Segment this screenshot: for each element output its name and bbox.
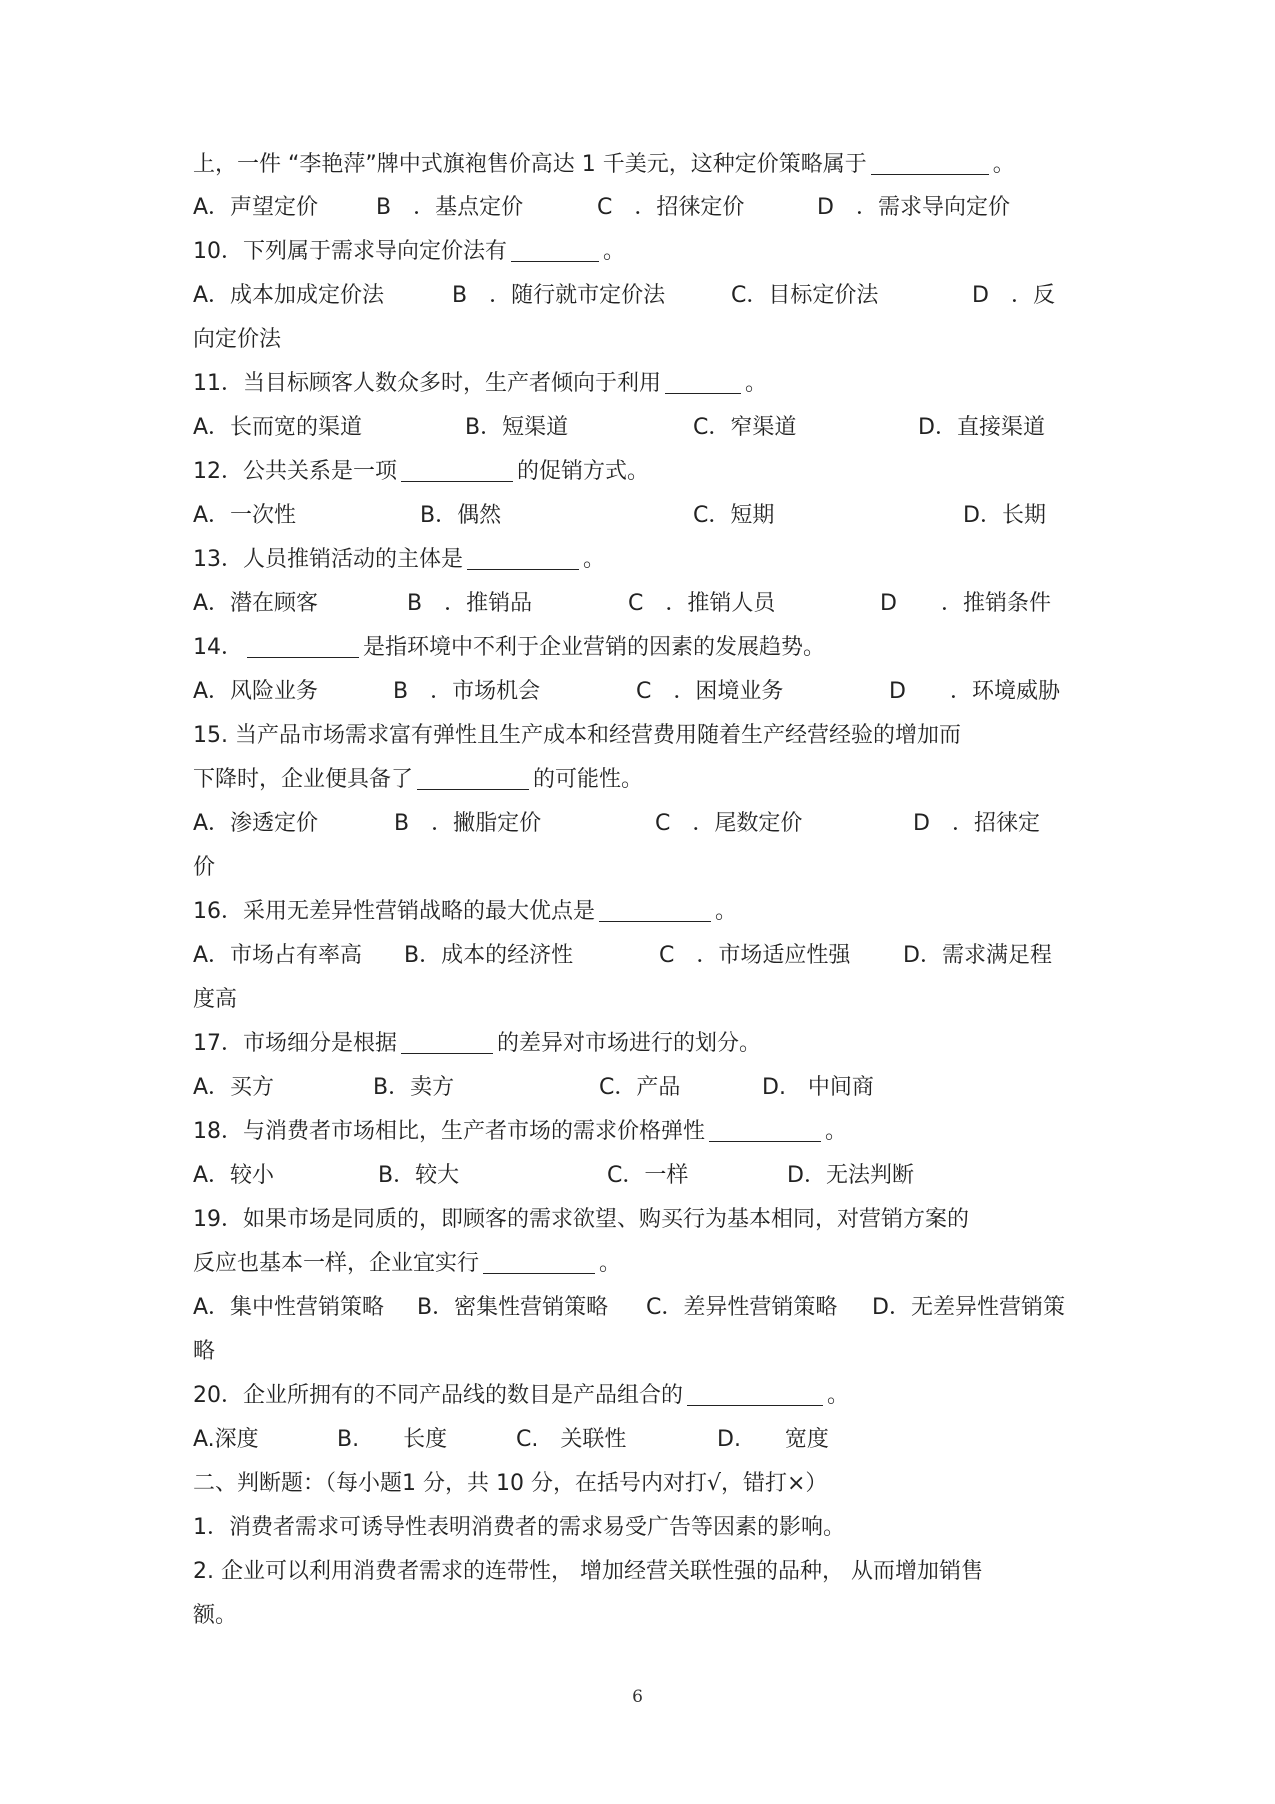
answer-option: B．短渠道	[465, 415, 569, 440]
options-line	[0, 1288, 1275, 1328]
options-line	[0, 408, 1275, 448]
text-line	[193, 1332, 215, 1372]
answer-option: A.深度	[193, 1427, 259, 1452]
answer-option: C ．市场适应性强	[659, 943, 851, 968]
answer-option: D．长期	[963, 503, 1046, 528]
answer-option: C．一样	[607, 1163, 689, 1188]
answer-option: D．需求满足程	[903, 943, 1052, 968]
answer-option: B．偶然	[420, 503, 502, 528]
page-number: 6	[632, 1687, 643, 1707]
text-line	[193, 320, 281, 360]
answer-option: D. 宽度	[717, 1427, 829, 1452]
answer-blank	[247, 633, 359, 658]
text-segment: 。	[583, 547, 606, 572]
answer-option: B．成本的经济性	[404, 943, 574, 968]
options-line	[0, 496, 1275, 536]
answer-option: C ．招徕定价	[597, 195, 745, 220]
text-line	[193, 452, 649, 492]
text-segment: 17．市场细分是根据	[193, 1031, 397, 1056]
answer-option: B．较大	[378, 1163, 460, 1188]
options-line	[0, 672, 1275, 712]
answer-option: D ．推销条件	[880, 591, 1051, 616]
text-line	[193, 540, 605, 580]
text-segment: 是指环境中不利于企业营销的因素的发展趋势。	[363, 635, 826, 660]
answer-option: C ．尾数定价	[655, 811, 803, 836]
text-segment: 10．下列属于需求导向定价法有	[193, 239, 507, 264]
answer-option: A．风险业务	[193, 679, 319, 704]
answer-option: A．渗透定价	[193, 811, 319, 836]
text-line	[193, 1112, 847, 1152]
text-line	[193, 1024, 761, 1064]
options-line	[0, 1156, 1275, 1196]
text-segment: 下降时，企业便具备了	[193, 767, 414, 792]
text-segment: 1．消费者需求可诱导性表明消费者的需求易受广告等因素的影响。	[193, 1515, 845, 1540]
options-line	[0, 936, 1275, 976]
text-line	[193, 1552, 983, 1592]
text-line	[193, 1376, 849, 1416]
text-line	[193, 1508, 845, 1548]
answer-option: B．密集性营销策略	[417, 1295, 609, 1320]
answer-blank	[467, 545, 579, 570]
text-segment: 11．当目标顾客人数众多时，生产者倾向于利用	[193, 371, 661, 396]
answer-blank	[871, 150, 989, 175]
text-line	[193, 628, 825, 668]
text-line	[193, 716, 961, 756]
text-segment: 16．采用无差异性营销战略的最大优点是	[193, 899, 595, 924]
text-segment: 额。	[193, 1603, 238, 1628]
answer-option: C．目标定价法	[731, 283, 879, 308]
text-line	[193, 145, 1015, 185]
text-line	[193, 232, 625, 272]
answer-option: C ．推销人员	[628, 591, 776, 616]
text-segment: 。	[745, 371, 768, 396]
text-segment: 。	[603, 239, 626, 264]
text-segment: 2. 企业可以利用消费者需求的连带性， 增加经营关联性强的品种， 从而增加销售	[193, 1559, 983, 1584]
text-line	[193, 1596, 237, 1636]
answer-option: B. 长度	[337, 1427, 448, 1452]
options-line	[0, 584, 1275, 624]
text-line	[193, 1244, 621, 1284]
answer-option: D. 中间商	[762, 1075, 874, 1100]
text-segment: 反应也基本一样，企业宜实行	[193, 1251, 480, 1276]
answer-option: A．成本加成定价法	[193, 283, 385, 308]
text-segment: 。	[715, 899, 738, 924]
answer-option: B ．推销品	[407, 591, 533, 616]
options-line	[0, 1068, 1275, 1108]
text-line	[193, 1464, 827, 1504]
answer-option: A．买方	[193, 1075, 275, 1100]
answer-blank	[401, 457, 513, 482]
answer-blank	[417, 765, 529, 790]
text-segment: 15. 当产品市场需求富有弹性且生产成本和经营费用随着生产经营经验的增加而	[193, 723, 961, 748]
answer-blank	[665, 369, 741, 394]
text-segment: 的差异对市场进行的划分。	[497, 1031, 762, 1056]
answer-option: A．市场占有率高	[193, 943, 363, 968]
text-segment: 略	[193, 1339, 216, 1364]
text-segment: 向定价法	[193, 327, 282, 352]
text-segment: 。	[827, 1383, 850, 1408]
answer-option: C．差异性营销策略	[646, 1295, 838, 1320]
answer-option: A．集中性营销策略	[193, 1295, 385, 1320]
text-segment: 。	[825, 1119, 848, 1144]
text-line	[193, 892, 737, 932]
text-segment: 的可能性。	[533, 767, 644, 792]
text-segment: 。	[599, 1251, 622, 1276]
text-line	[193, 980, 237, 1020]
answer-option: B ．撇脂定价	[394, 811, 542, 836]
answer-option: A．较小	[193, 1163, 275, 1188]
answer-option: D ．反	[972, 283, 1055, 308]
answer-blank	[687, 1381, 823, 1406]
text-line	[193, 364, 767, 404]
text-segment: 的促销方式。	[517, 459, 650, 484]
text-segment: 12．公共关系是一项	[193, 459, 397, 484]
answer-option: B ．市场机会	[393, 679, 541, 704]
options-line	[0, 804, 1275, 844]
answer-option: B．卖方	[373, 1075, 455, 1100]
options-line	[0, 276, 1275, 316]
answer-option: D．无法判断	[787, 1163, 914, 1188]
answer-option: C．产品	[599, 1075, 681, 1100]
text-line	[193, 848, 215, 888]
text-segment: 14．	[193, 635, 243, 660]
text-segment: 13．人员推销活动的主体是	[193, 547, 463, 572]
text-segment: 。	[992, 152, 1015, 177]
answer-option: B ．随行就市定价法	[452, 283, 666, 308]
answer-blank	[709, 1117, 821, 1142]
text-segment: 二、判断题：（每小题1 分，共 10 分，在括号内对打√，错打×）	[193, 1471, 828, 1496]
text-segment: 18．与消费者市场相比，生产者市场的需求价格弹性	[193, 1119, 705, 1144]
answer-blank	[599, 897, 711, 922]
answer-option: D．无差异性营销策	[872, 1295, 1065, 1320]
options-line	[0, 188, 1275, 228]
answer-option: A．一次性	[193, 503, 297, 528]
answer-option: D ．招徕定	[913, 811, 1040, 836]
text-segment: 19．如果市场是同质的，即顾客的需求欲望、购买行为基本相同，对营销方案的	[193, 1207, 969, 1232]
answer-option: D ．环境威胁	[889, 679, 1060, 704]
answer-blank	[401, 1029, 493, 1054]
answer-option: A．长而宽的渠道	[193, 415, 363, 440]
text-line	[193, 760, 643, 800]
answer-blank	[511, 237, 599, 262]
text-segment: 度高	[193, 987, 238, 1012]
answer-option: A．声望定价	[193, 195, 319, 220]
answer-option: A．潜在顾客	[193, 591, 319, 616]
answer-option: D．直接渠道	[918, 415, 1045, 440]
answer-option: D ．需求导向定价	[817, 195, 1010, 220]
answer-option: C ．困境业务	[636, 679, 784, 704]
answer-option: C．窄渠道	[693, 415, 797, 440]
text-segment: 20．企业所拥有的不同产品线的数目是产品组合的	[193, 1383, 683, 1408]
text-segment: 价	[193, 855, 216, 880]
text-segment: 上，一件 “李艳萍”牌中式旗袍售价高达 1 千美元，这种定价策略属于	[193, 152, 867, 177]
text-line	[193, 1200, 969, 1240]
answer-blank	[483, 1249, 595, 1274]
answer-option: B ．基点定价	[376, 195, 524, 220]
answer-option: C. 关联性	[516, 1427, 627, 1452]
answer-option: C．短期	[693, 503, 775, 528]
options-line	[0, 1420, 1275, 1460]
